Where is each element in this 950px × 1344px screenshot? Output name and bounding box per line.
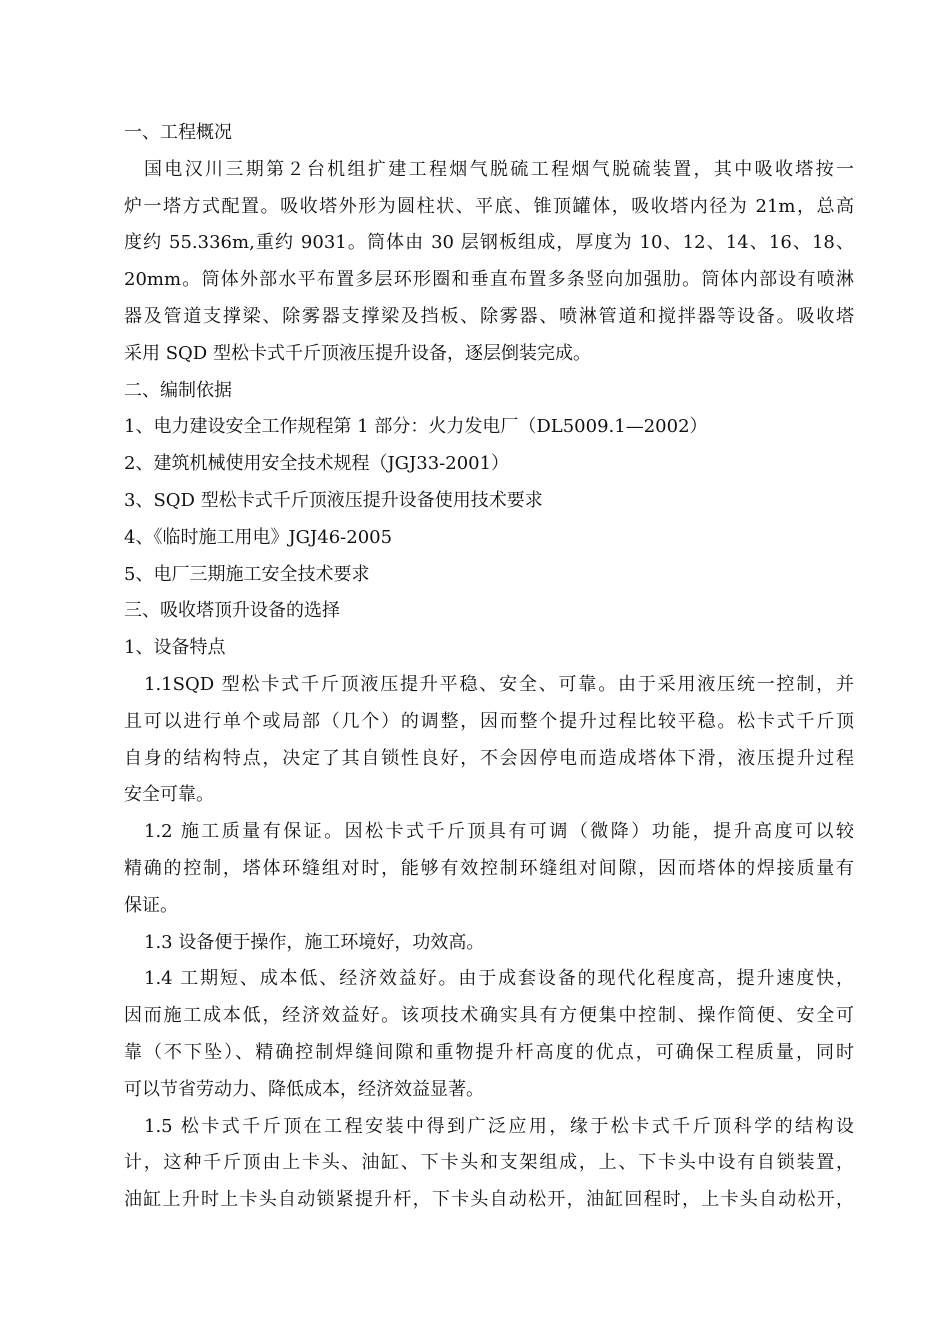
document-line: 2、建筑机械使用安全技术规程（JGJ33-2001） xyxy=(124,453,510,475)
document-line: 1.2 施工质量有保证。因松卡式千斤顶具有可调（微降）功能，提升高度可以较 xyxy=(144,821,854,843)
document-line: 保证。 xyxy=(124,894,178,916)
document-line: 1.5 松卡式千斤顶在工程安装中得到广泛应用，缘于松卡式千斤顶科学的结构设 xyxy=(144,1115,854,1137)
document-line: 1.1SQD 型松卡式千斤顶液压提升平稳、安全、可靠。由于采用液压统一控制，并 xyxy=(144,673,854,695)
document-line: 计，这种千斤顶由上卡头、油缸、下卡头和支架组成，上、下卡头中设有自锁装置， xyxy=(124,1152,854,1174)
document-line: 3、SQD 型松卡式千斤顶液压提升设备使用技术要求 xyxy=(124,489,543,511)
document-line: 炉一塔方式配置。吸收塔外形为圆柱状、平底、锥顶罐体，吸收塔内径为 21m，总高 xyxy=(124,195,854,217)
document-line: 国电汉川三期第２台机组扩建工程烟气脱硫工程烟气脱硫装置，其中吸收塔按一 xyxy=(144,158,854,180)
document-line: 20mm。筒体外部水平布置多层环形圈和垂直布置多条竖向加强肋。筒体内部设有喷淋 xyxy=(124,269,854,291)
document-line: 采用 SQD 型松卡式千斤顶液压提升设备，逐层倒装完成。 xyxy=(124,342,591,364)
document-line: 4、《临时施工用电》JGJ46-2005 xyxy=(124,526,393,548)
document-line: 1.3 设备便于操作，施工环境好，功效高。 xyxy=(144,931,485,953)
document-line: 二、编制依据 xyxy=(124,379,232,401)
document-line: 三、吸收塔顶升设备的选择 xyxy=(124,600,340,622)
document-line: 自身的结构特点，决定了其自锁性良好，不会因停电而造成塔体下滑，液压提升过程 xyxy=(124,747,854,769)
document-line: 度约 55.336m,重约 9031。筒体由 30 层钢板组成，厚度为 10、12、14、16、18、 xyxy=(124,232,854,254)
document-line: 器及管道支撑梁、除雾器支撑梁及挡板、除雾器、喷淋管道和搅拌器等设备。吸收塔 xyxy=(124,305,854,327)
document-line: 油缸上升时上卡头自动锁紧提升杆，下卡头自动松开，油缸回程时，上卡头自动松开， xyxy=(124,1189,854,1211)
document-line: 且可以进行单个或局部（几个）的调整，因而整个提升过程比较平稳。松卡式千斤顶 xyxy=(124,710,854,732)
document-line: 5、电厂三期施工安全技术要求 xyxy=(124,563,370,585)
document-line: 靠（不下坠）、精确控制焊缝间隙和重物提升杆高度的优点，可确保工程质量，同时 xyxy=(124,1041,854,1063)
document-body xyxy=(124,115,854,1219)
document-line: 1、电力建设安全工作规程第 1 部分：火力发电厂（DL5009.1—2002） xyxy=(124,416,708,438)
document-line: 1.4 工期短、成本低、经济效益好。由于成套设备的现代化程度高，提升速度快， xyxy=(144,968,854,990)
document-line: 可以节省劳动力、降低成本，经济效益显著。 xyxy=(124,1078,484,1100)
document-line: 精确的控制，塔体环缝组对时，能够有效控制环缝组对间隙，因而塔体的焊接质量有 xyxy=(124,857,854,879)
document-line: 因而施工成本低，经济效益好。该项技术确实具有方便集中控制、操作简便、安全可 xyxy=(124,1005,854,1027)
document-line: 一、工程概况 xyxy=(124,122,232,143)
document-line: 安全可靠。 xyxy=(124,784,214,806)
document-line: 1、设备特点 xyxy=(124,637,226,659)
